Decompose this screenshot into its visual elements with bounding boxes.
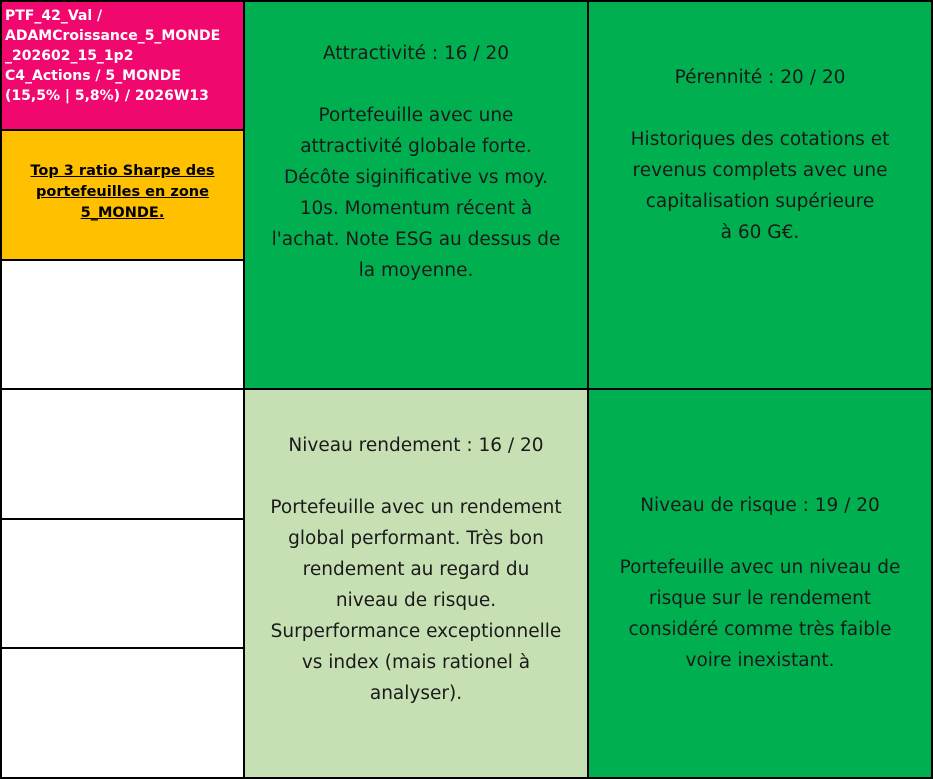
description-line: vs index (mais rationel à: [301, 652, 531, 673]
rendement-score: Niveau rendement : 16 / 20: [288, 435, 544, 456]
portfolio-title-line: C4_Actions / 5_MONDE: [5, 68, 181, 84]
attractivite-score: Attractivité : 16 / 20: [322, 43, 510, 64]
description-line: Historiques des cotations et: [630, 129, 890, 150]
portfolio-title-line: (15,5% | 5,8%) / 2026W13: [5, 88, 209, 104]
top3-link-line[interactable]: Top 3 ratio Sharpe des: [30, 163, 215, 179]
empty-cell: [0, 647, 245, 779]
description-line: Portefeuille avec une: [318, 105, 514, 126]
description-line: à 60 G€.: [720, 222, 800, 243]
description-line: risque sur le rendement: [648, 587, 872, 609]
description-line: la moyenne.: [358, 260, 474, 281]
risque-panel: [587, 388, 933, 779]
rendement-panel: [243, 388, 589, 779]
description-line: 10s. Momentum récent à: [299, 198, 533, 219]
top3-link-line[interactable]: 5_MONDE.: [80, 205, 165, 221]
portfolio-title-cell: [0, 0, 245, 131]
rendement-description: [270, 492, 561, 709]
risque-score: Niveau de risque : 19 / 20: [640, 494, 880, 516]
attractivite-panel: [243, 0, 589, 390]
top3-link-line[interactable]: portefeuilles en zone: [36, 184, 209, 200]
description-line: rendement au regard du: [302, 559, 530, 580]
portfolio-title-line: _202602_15_1p2: [5, 48, 134, 64]
description-line: niveau de risque.: [335, 590, 497, 611]
empty-cell: [0, 259, 245, 390]
description-line: considéré comme très faible: [628, 618, 892, 640]
top3-sharpe-link[interactable]: [30, 161, 214, 224]
top3-sharpe-link-cell[interactable]: [0, 129, 245, 261]
description-line: analyser).: [369, 683, 463, 704]
portfolio-title-line: PTF_42_Val /: [5, 8, 103, 24]
description-line: Décôte siginificative vs moy.: [284, 167, 548, 188]
description-line: Portefeuille avec un niveau de: [619, 556, 901, 578]
perennite-description: [631, 124, 890, 248]
perennite-panel: [587, 0, 933, 390]
empty-cell: [0, 388, 245, 520]
attractivite-description: [272, 100, 561, 286]
description-line: revenus complets avec une: [632, 160, 888, 181]
description-line: Portefeuille avec un rendement: [270, 497, 562, 518]
description-line: capitalisation supérieure: [645, 191, 875, 212]
empty-cell: [0, 518, 245, 649]
description-line: global performant. Très bon: [288, 528, 544, 549]
description-line: attractivité globale forte.: [300, 136, 532, 157]
description-line: l'achat. Note ESG au dessus de: [271, 229, 561, 250]
portfolio-title-line: ADAMCroissance_5_MONDE: [5, 28, 221, 44]
perennite-score: Pérennité : 20 / 20: [674, 67, 846, 88]
description-line: Surperformance exceptionnelle: [270, 621, 562, 642]
risque-description: [620, 552, 901, 676]
description-line: voire inexistant.: [685, 649, 835, 671]
